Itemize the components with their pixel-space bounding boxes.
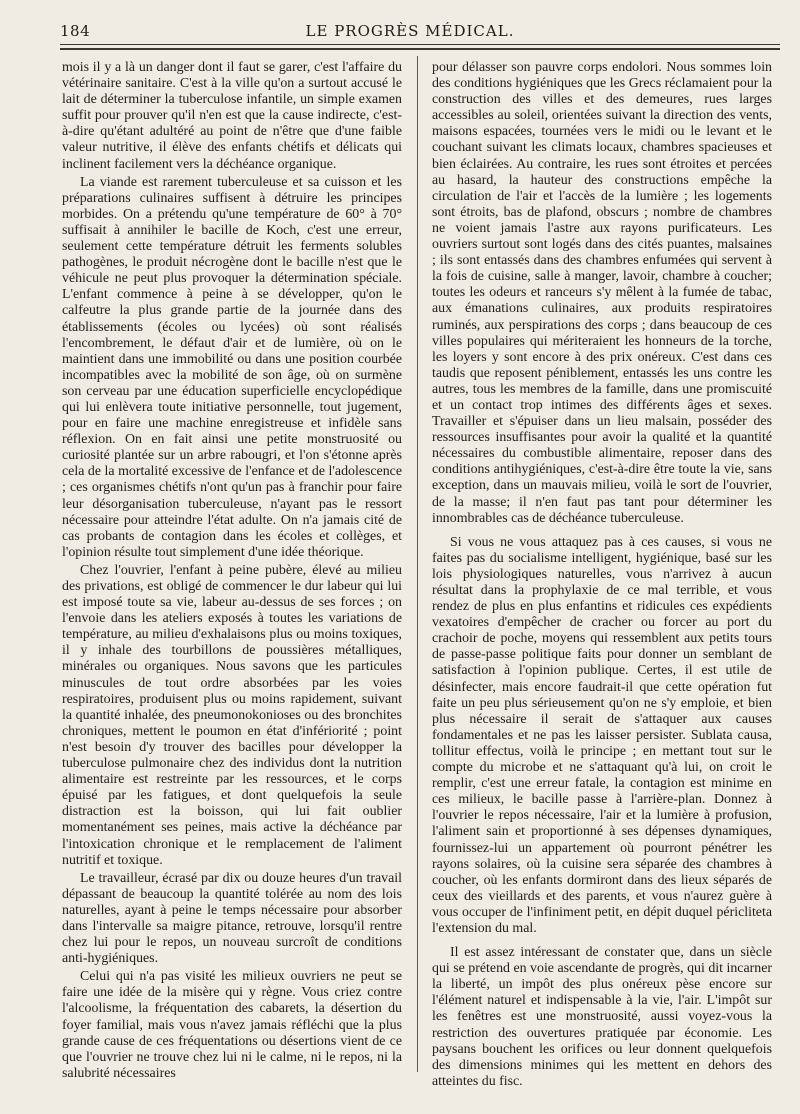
paragraph: Si vous ne vous attaquez pas à ces causes, si vous ne faites pas du socialisme intelligent, hygiénique, basé sur les lois physiologiques naturelles, vous n'arrivez à aucun résultat dans la prophylaxie de ce mal terrible, et vous rendez de plus en plus enfantins et ridicules ces expédients vexatoires d'empêcher de cracher ou forcer au port du crachoir de poche, moyens qui ressemblent aux petits tours de passe-passe politique faits pour donner un semblant de satisfaction à l'opinion publique. Certes, il est utile de désinfecter, mais encore faudrait-il que cette opération fut faite un peu plus sérieusement qu'on ne s'y emploie, et bien plus nécessaire il serait de s'attaquer aux causes fondamentales et ne pas les laisser persister. Sublata causa, tollitur effectus, voilà le principe ; en mettant tout sur le compte du microbe et ne s'attaquant qu'à lui, on croit le remplir, c'est une erreur fatale, la contagion est minime en ces milieux, le bacille passe à l'arrière-plan. Donnez à l'ouvrier le repos nécessaire, l'air et la lumière à profusion, l'aliment sain et proportionné à ses dépenses dynamiques, fournissez-lui un appartement où pourront pénétrer les rayons solaires, où la cuisine sera séparée des chambres à coucher, où les enfants dormiront dans des lieux séparés de ceux des vieillards et des parents, et vous n'aurez guère à vous occuper de l'infiniment petit, en dépit duquel péricliteta l'extension du mal. <box>432 534 772 936</box>
page-number: 184 <box>60 22 91 40</box>
header-rule-bottom <box>60 48 780 50</box>
running-title: LE PROGRÈS MÉDICAL. <box>305 22 515 40</box>
paragraph: Celui qui n'a pas visité les milieux ouvriers ne peut se faire une idée de la misère qui y règne. Vous criez contre l'alcoolisme, la fréquentation des cabarets, la désertion du foyer familial, mais vous n'avez jamais réfléchi que la plus grande cause de ces fréquentations ou désertions vient de ce que l'ouvrier ne trouve chez lui ni le calme, ni le repos, ni la salubrité nécessaires <box>62 969 402 1081</box>
left-column <box>62 60 402 1081</box>
right-column <box>432 60 772 1089</box>
paragraph: pour délasser son pauvre corps endolori. Nous sommes loin des conditions hygiéniques que les Grecs réclamaient pour la construction des villes et des demeures, rues larges accessibles au soleil, orientées suivant la direction des vents, maisons espacées, tournées vers le midi ou le levant et le couchant suivant les climats locaux, chambres spacieuses et bien éclairées. Au contraire, les rues sont étroites et percées au hasard, la hauteur des constructions empêche la circulation de l'air et l'accès de la lumière ; les logements sont étroits, bas de plafond, obscurs ; nombre de chambres ne voient jamais l'astre aux rayons purificateurs. Les ouvriers surtout sont logés dans des cités puantes, malsaines ; ils sont entassés dans des chambres enfumées qui servent à la fois de cuisine, salle à manger, lavoir, chambre à coucher; toutes les odeurs et ranceurs s'y mêlent à la fumée de tabac, aux émanations culinaires, aux produits respiratoires ruminés, aux perspirations des corps ; dans beaucoup de ces villes populaires qui mériteraient les honneurs de la torche, les loyers y sont encore à des prix onéreux. C'est dans ces taudis que reposent péniblement, entassés les uns contre les autres, tous les membres de la famille, dans une promiscuité et un contact trop intimes des différents âges et sexes. Travailler et s'épuiser dans un lieu malsain, posséder des ressources insuffisantes pour avoir la qualité et la quantité nécessaires du combustible alimentaire, reposer dans des conditions antihygiéniques, c'est-à-dire être toute la vie, sans exception, dans un mauvais milieu, voilà le sort de l'ouvrier, de la masse; il n'en faut pas tant pour déterminer les innombrables cas de déchéance tuberculeuse. <box>432 60 772 526</box>
paragraph: La viande est rarement tuberculeuse et sa cuisson et les préparations culinaires suffisent à détruire les principes morbides. On a prétendu qu'une température de 60° à 70° suffisait à annihiler le bacille de Koch, c'est une erreur, seulement cette température détruit les ferments solubles pathogènes, le produit nécrogène dont le bacille n'est que le véhicule ne peut plus provoquer la détermination spéciale. L'enfant commence à peine à se développer, qu'on le calfeutre la plus grande partie de la journée dans des établissements (écoles ou lycées) où sont réalisés l'encombrement, le défaut d'air et de lumière, où on le maintient dans une immobilité ou dans une position courbée incompatibles avec la mobilité de son âge, où on surmène son cerveau par une éducation superficielle encyclopédique qui lui enlèvera toute initiative personnelle, tout jugement, pour en faire une machine enregistreuse et infidèle sans réflexion. On en fait ainsi une petite monstruosité ou curiosité plantée sur un arbre rabougri, et l'on s'étonne après cela de la mortalité excessive de l'enfance et de l'adolescence ; ces organismes chétifs n'ont qu'un pas à franchir pour faire leur désorganisation tuberculeuse, n'ayant pas le ressort nécessaire pour atteindre l'état adulte. On n'a jamais cité de cas probants de contagion dans les écoles et collèges, et l'opinion résulte tout simplement d'une idée théorique. <box>62 174 402 560</box>
paragraph: Le travailleur, écrasé par dix ou douze heures d'un travail dépassant de beaucoup la quantité tolérée au nom des lois naturelles, ayant à peine le temps nécessaire pour absorber dans l'intervalle sa maigre pitance, retrouve, lorsqu'il rentre chez lui pour le repos, un nouveau surcroît de conditions anti-hygiéniques. <box>62 870 402 967</box>
column-divider <box>417 56 418 1072</box>
paragraph: Il est assez intéressant de constater que, dans un siècle qui se prétend en voie ascendante de progrès, qui dit incarner la liberté, un impôt des plus onéreux pèse encore sur l'élément naturel et indispensable à la vie, l'air. L'impôt sur les fenêtres est une monstruosité, aussi voyez-vous la restriction des ouvertures pratiquée par économie. Les paysans bouchent les orifices ou leur donnent quelquefois des dimensions minimes qui les mettent en dehors des atteintes du fisc. <box>432 945 772 1089</box>
paragraph: mois il y a là un danger dont il faut se garer, c'est l'affaire du vétérinaire sanitaire. C'est à la ville qu'on a surtout accusé le lait de déterminer la tuberculose infantile, un simple examen suffit pour prouver qu'il n'en est que la cause indirecte, c'est-à-dire qu'étant adultéré au point de n'être que d'une faible valeur nutritive, il élève des enfants chétifs et délicats qui inclinent facilement vers la déchéance organique. <box>62 60 402 172</box>
page-header <box>60 22 760 42</box>
header-rule-top <box>60 44 780 45</box>
paragraph: Chez l'ouvrier, l'enfant à peine pubère, élevé au milieu des privations, est obligé de commencer le dur labeur qui lui est imposé toute sa vie, labeur au-dessus de ses forces ; on l'envoie dans les ateliers exposés à toutes les variations de température, au milieu d'exhalaisons plus ou moins toxiques, il y inhale des tourbillons de poussières métalliques, minérales ou organiques. Nous savons que les particules minuscules de tout ordre absorbées par les voies respiratoires, produisent plus ou moins rapidement, suivant la quantité inhalée, des pneumonokonioses ou des bronchites chroniques, mettent le poumon en état d'infériorité ; point n'est besoin d'y trouver des bacilles pour développer la tuberculose pulmonaire chez des individus dont la nutrition alimentaire est restreinte par les ressources, et le corps épuisé par les fatigues, et dont quelquefois la seule distraction est la boisson, qui lui fait oublier momentanément ses peines, mais active la déchéance par l'intoxication chronique et le remplacement de l'aliment nutritif et toxique. <box>62 562 402 868</box>
